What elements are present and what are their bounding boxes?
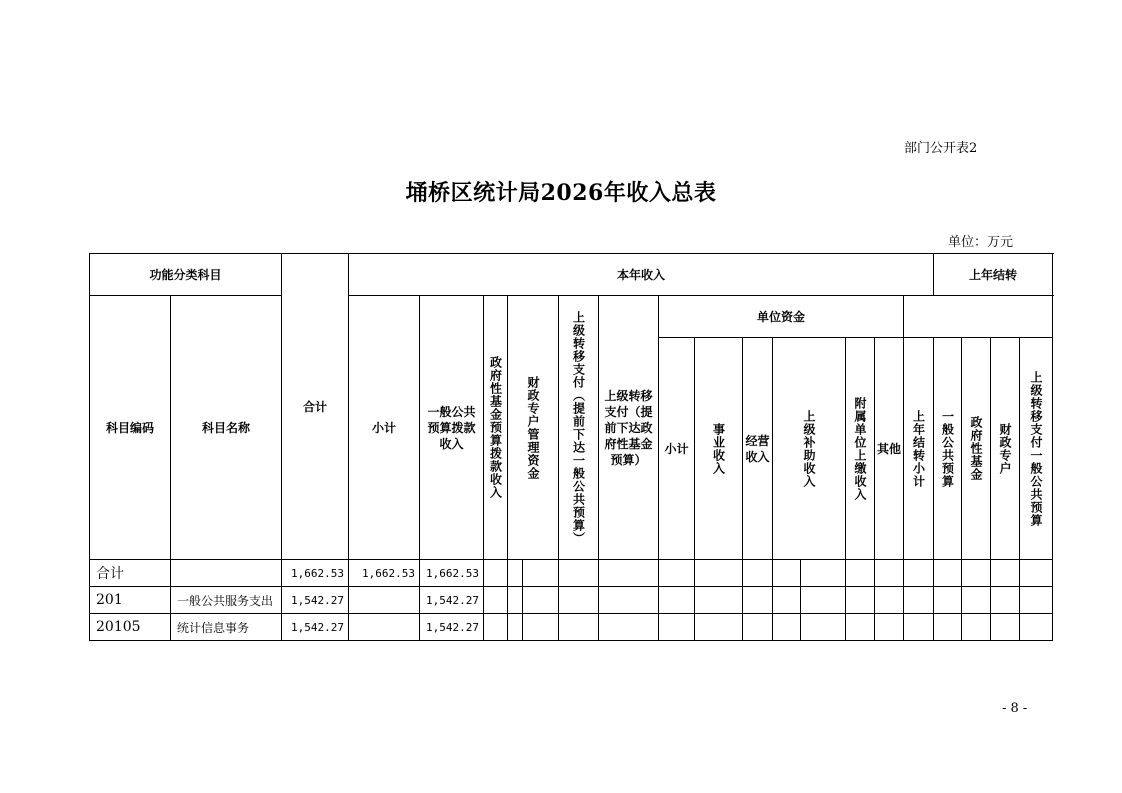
cell (695, 614, 743, 641)
cell (695, 560, 743, 587)
header-general-budget-text: 一般公共预算拨款收入 (427, 404, 476, 451)
cell (904, 560, 934, 587)
cell (508, 560, 523, 587)
cell (846, 587, 875, 614)
cell (773, 587, 801, 614)
row-code: 合计 (90, 560, 171, 587)
cell (659, 560, 695, 587)
cell (991, 587, 1020, 614)
cell (484, 614, 508, 641)
cell (962, 560, 991, 587)
header-carry-blank (904, 296, 1053, 338)
header-func-class: 功能分类科目 (90, 254, 282, 296)
form-number: 部门公开表2 (904, 141, 978, 156)
cell (904, 614, 934, 641)
income-summary-table (89, 253, 1053, 641)
row-name (171, 560, 282, 587)
header-superior-subsidy (773, 338, 846, 560)
cell (659, 587, 695, 614)
header-last-year-carry: 上年结转 (934, 254, 1053, 296)
cell (599, 614, 659, 641)
row-general: 1,662.53 (420, 560, 484, 587)
cell (484, 587, 508, 614)
header-current-income: 本年收入 (349, 254, 934, 296)
cell (1020, 587, 1053, 614)
header-transfer-general-text: 上级转移支付（提前下达一般公共预算） (571, 310, 586, 545)
cell (991, 560, 1020, 587)
header-gov-fund-text: 政府性基金预算拨款收入 (488, 356, 503, 499)
cell (846, 614, 875, 641)
row-total: 1,662.53 (282, 560, 349, 587)
row-general: 1,542.27 (420, 614, 484, 641)
cell (801, 614, 846, 641)
cell (559, 587, 599, 614)
cell (484, 560, 508, 587)
cell (773, 614, 801, 641)
header-fiscal-special-text: 财政专户管理资金 (526, 375, 541, 480)
cell (962, 614, 991, 641)
cell (599, 560, 659, 587)
header-unit-funds: 单位资金 (659, 296, 904, 338)
cell (934, 560, 962, 587)
header-carry-fiscal-text: 财政专户 (998, 422, 1013, 475)
header-carry-gov-fund-text: 政府性基金 (969, 416, 984, 481)
cell (875, 614, 904, 641)
table-row (90, 587, 1053, 614)
header-total: 合计 (282, 254, 349, 560)
header-carry-transfer-general-text: 上级转移支付一般公共预算 (1029, 370, 1044, 527)
cell (846, 560, 875, 587)
cell (523, 560, 559, 587)
cell (1020, 614, 1053, 641)
header-business-income-text: 事业收入 (711, 422, 726, 475)
header-fiscal-special (508, 296, 559, 560)
cell (875, 587, 904, 614)
header-carry-general (934, 338, 962, 560)
cell (695, 587, 743, 614)
cell (934, 614, 962, 641)
row-code: 20105 (90, 614, 171, 641)
row-total: 1,542.27 (282, 587, 349, 614)
header-affiliated-income-text: 附属单位上缴收入 (853, 396, 868, 501)
header-subject-code: 科目编码 (90, 296, 171, 560)
cell (904, 587, 934, 614)
cell (508, 614, 523, 641)
cell (599, 587, 659, 614)
cell (773, 560, 801, 587)
header-transfer-general (559, 296, 599, 560)
header-carry-subtotal-text: 上年结转小计 (911, 409, 926, 488)
cell (508, 587, 523, 614)
cell (962, 587, 991, 614)
header-superior-subsidy-text: 上级补助收入 (802, 409, 817, 488)
header-other: 其他 (875, 338, 904, 560)
header-subject-name: 科目名称 (171, 296, 282, 560)
table-row (90, 614, 1053, 641)
header-transfer-fund-text: 上级转移支付（提前下达政府性基金预算） (604, 388, 653, 467)
header-affiliated-income (846, 338, 875, 560)
header-gov-fund (484, 296, 508, 560)
header-carry-transfer-general (1020, 338, 1053, 560)
cell (659, 614, 695, 641)
header-general-budget (420, 296, 484, 560)
page-title: 埇桥区统计局2026年收入总表 (405, 180, 717, 206)
header-transfer-fund (599, 296, 659, 560)
row-general: 1,542.27 (420, 587, 484, 614)
header-carry-general-text: 一般公共预算 (940, 409, 955, 488)
header-operating-income (743, 338, 773, 560)
row-total: 1,542.27 (282, 614, 349, 641)
cell (743, 614, 773, 641)
row-name: 统计信息事务 (171, 614, 282, 641)
header-unit-subtotal: 小计 (659, 338, 695, 560)
header-carry-fiscal (991, 338, 1020, 560)
row-code: 201 (90, 587, 171, 614)
cell (523, 587, 559, 614)
row-subtotal (349, 614, 420, 641)
header-subtotal: 小计 (349, 296, 420, 560)
header-operating-income-text: 经营收入 (745, 433, 770, 464)
row-name: 一般公共服务支出 (171, 587, 282, 614)
cell (523, 614, 559, 641)
cell (1020, 560, 1053, 587)
cell (801, 587, 846, 614)
table-row (90, 560, 1053, 587)
cell (743, 560, 773, 587)
cell (559, 560, 599, 587)
cell (743, 587, 773, 614)
cell (991, 614, 1020, 641)
cell (875, 560, 904, 587)
row-subtotal (349, 587, 420, 614)
header-carry-gov-fund (962, 338, 991, 560)
cell (934, 587, 962, 614)
cell (801, 560, 846, 587)
row-subtotal: 1,662.53 (349, 560, 420, 587)
header-business-income (695, 338, 743, 560)
unit-label: 单位：万元 (948, 235, 1014, 250)
header-carry-subtotal (904, 338, 934, 560)
cell (559, 614, 599, 641)
page-number: - 8 - (1002, 701, 1028, 716)
